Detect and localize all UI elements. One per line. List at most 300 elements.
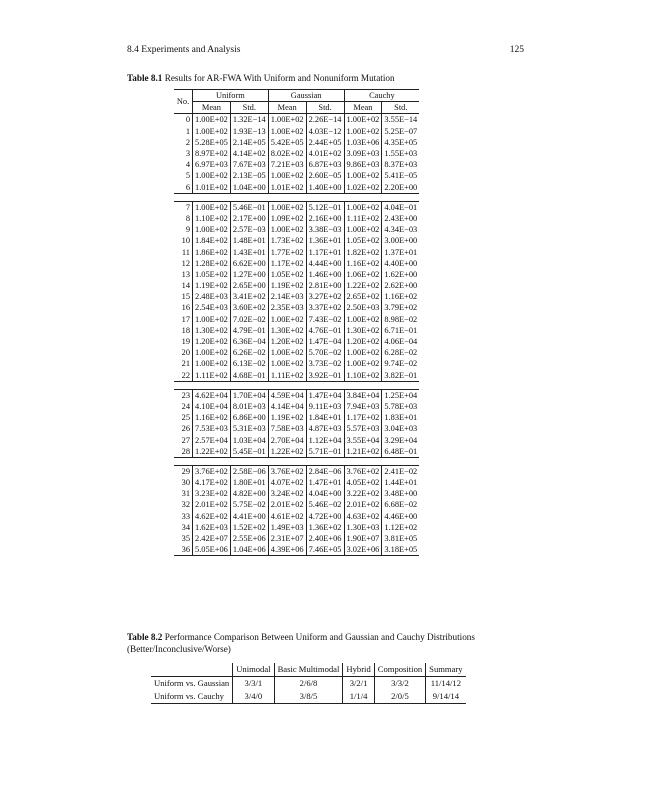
table-cell: 1.70E+04 bbox=[230, 389, 268, 401]
subcol-header: Mean bbox=[268, 102, 306, 114]
table-cell: 6.87E+03 bbox=[306, 159, 344, 170]
table-row bbox=[174, 258, 419, 269]
table-cell: 3.23E+02 bbox=[193, 488, 231, 499]
caption-label: Table 8.1 bbox=[127, 73, 163, 83]
spacer-cell bbox=[174, 193, 419, 201]
table-row bbox=[174, 522, 419, 533]
row-number: 7 bbox=[174, 201, 193, 213]
table-8-1-caption bbox=[127, 72, 395, 84]
table-cell: 1.36E+01 bbox=[306, 235, 344, 246]
table-cell: 8.01E+03 bbox=[230, 401, 268, 412]
table-row bbox=[151, 677, 466, 691]
table-cell: 3.04E+03 bbox=[382, 423, 419, 434]
table-cell: 3.29E+04 bbox=[382, 434, 419, 445]
table-cell: 1.16E+02 bbox=[193, 412, 231, 423]
row-number: 30 bbox=[181, 478, 190, 488]
table-cell: 3.55E+04 bbox=[344, 434, 382, 445]
table-cell: 2.57E+04 bbox=[193, 434, 231, 445]
group-header-gaussian: Gaussian bbox=[268, 90, 344, 102]
table-row bbox=[174, 401, 419, 412]
table-cell: 2.40E+06 bbox=[306, 533, 344, 544]
row-number: 20 bbox=[181, 348, 190, 358]
table-cell: 2.65E+00 bbox=[230, 280, 268, 291]
subcol-header: Mean bbox=[344, 102, 382, 114]
table-cell: 3.76E+02 bbox=[193, 465, 231, 477]
table-cell: 7.67E+03 bbox=[230, 159, 268, 170]
row-number: 19 bbox=[181, 337, 190, 347]
results-table-body bbox=[174, 114, 419, 556]
table-row bbox=[174, 423, 419, 434]
spacer-cell bbox=[174, 381, 419, 389]
row-number: 32 bbox=[181, 500, 190, 510]
table-cell: 3.00E+00 bbox=[382, 235, 419, 246]
table-cell: 1.30E+03 bbox=[344, 522, 382, 533]
table-cell: 2.14E+05 bbox=[230, 137, 268, 148]
row-number: 18 bbox=[181, 325, 190, 335]
table-cell: 1.17E+02 bbox=[268, 258, 306, 269]
table-cell: 6.62E+00 bbox=[230, 258, 268, 269]
table-cell: 3.60E+02 bbox=[230, 302, 268, 313]
table-cell: 1.05E+02 bbox=[268, 269, 306, 280]
table-cell: 1.00E+02 bbox=[344, 314, 382, 325]
table-cell: 2.42E+07 bbox=[193, 533, 231, 544]
table-cell: 1.00E+02 bbox=[344, 201, 382, 213]
table-cell: 5.12E−01 bbox=[306, 201, 344, 213]
table-cell: 1.27E+00 bbox=[230, 269, 268, 280]
table-cell: 1.17E+01 bbox=[306, 246, 344, 257]
table-cell: 2.01E+02 bbox=[344, 499, 382, 510]
table-cell: 6.26E−02 bbox=[230, 347, 268, 358]
table-cell: 1.00E+02 bbox=[268, 314, 306, 325]
table-cell: 1.55E+03 bbox=[382, 148, 419, 159]
table-cell: 1.00E+02 bbox=[344, 114, 382, 126]
table-cell: 4.76E−01 bbox=[306, 325, 344, 336]
subcol-header: Std. bbox=[230, 102, 268, 114]
col-header-hybrid: Hybrid bbox=[343, 663, 374, 677]
table-row bbox=[174, 389, 419, 401]
table-cell: 1.00E+02 bbox=[268, 170, 306, 181]
table-cell: 1.47E−04 bbox=[306, 336, 344, 347]
table-row bbox=[174, 446, 419, 458]
table-cell: 3.22E+02 bbox=[344, 488, 382, 499]
row-label: Uniform vs. Gaussian bbox=[151, 677, 233, 691]
table-cell: 3.76E+02 bbox=[268, 465, 306, 477]
table-cell: 1.01E+02 bbox=[268, 182, 306, 194]
empty-corner bbox=[151, 663, 233, 677]
table-cell: 1.03E+06 bbox=[344, 137, 382, 148]
table-cell: 4.72E+00 bbox=[306, 511, 344, 522]
row-number: 35 bbox=[181, 534, 190, 544]
caption-label: Table 8.2 bbox=[127, 632, 163, 642]
table-cell: 3/2/1 bbox=[343, 677, 374, 691]
table-cell: 1.11E+02 bbox=[268, 370, 306, 382]
table-cell: 1.00E+02 bbox=[193, 201, 231, 213]
table-cell: 6.97E+03 bbox=[193, 159, 231, 170]
table-cell: 1.46E+00 bbox=[306, 269, 344, 280]
table-cell: 8.37E+03 bbox=[382, 159, 419, 170]
table-cell: 1.05E+02 bbox=[193, 269, 231, 280]
caption-text: Performance Comparison Between Uniform and Gaussian and Cauchy Distributions (Better/Inconclusive/Worse) bbox=[127, 632, 475, 654]
table-cell: 4.06E−04 bbox=[382, 336, 419, 347]
group-header-uniform: Uniform bbox=[193, 90, 269, 102]
table-cell: 7.02E−02 bbox=[230, 314, 268, 325]
table-cell: 1.06E+02 bbox=[344, 269, 382, 280]
table-row bbox=[151, 690, 466, 704]
table-cell: 4.14E+04 bbox=[268, 401, 306, 412]
table-cell: 1.22E+02 bbox=[268, 446, 306, 458]
table-cell: 1.00E+02 bbox=[344, 347, 382, 358]
table-cell: 3.73E−02 bbox=[306, 358, 344, 369]
table-cell: 3.81E+05 bbox=[382, 533, 419, 544]
table-cell: 4.59E+04 bbox=[268, 389, 306, 401]
table-cell: 3.76E+02 bbox=[344, 465, 382, 477]
table-cell: 5.42E+05 bbox=[268, 137, 306, 148]
table-row bbox=[174, 434, 419, 445]
table-cell: 4.35E+05 bbox=[382, 137, 419, 148]
table-row bbox=[174, 280, 419, 291]
table-cell: 3/4/0 bbox=[233, 690, 274, 704]
table-cell: 2.55E+06 bbox=[230, 533, 268, 544]
table-cell: 1.00E+02 bbox=[193, 314, 231, 325]
table-cell: 3.48E+00 bbox=[382, 488, 419, 499]
running-header bbox=[127, 45, 524, 59]
table-cell: 1.00E+02 bbox=[193, 358, 231, 369]
table-cell: 1.20E+02 bbox=[344, 336, 382, 347]
table-cell: 5.70E−02 bbox=[306, 347, 344, 358]
table-cell: 4.07E+02 bbox=[268, 477, 306, 488]
table-row bbox=[174, 246, 419, 257]
table-cell: 2.62E+00 bbox=[382, 280, 419, 291]
table-cell: 1.00E+02 bbox=[193, 126, 231, 137]
table-cell: 1.83E+01 bbox=[382, 412, 419, 423]
table-cell: 1.25E+04 bbox=[382, 389, 419, 401]
row-number: 17 bbox=[181, 314, 190, 324]
subcol-header: Std. bbox=[306, 102, 344, 114]
table-cell: 1.80E+01 bbox=[230, 477, 268, 488]
table-cell: 4.40E+00 bbox=[382, 258, 419, 269]
page-number: 125 bbox=[509, 45, 524, 55]
table-cell: 1.22E+02 bbox=[344, 280, 382, 291]
table-cell: 5.75E−02 bbox=[230, 499, 268, 510]
table-cell: 1.00E+02 bbox=[344, 126, 382, 137]
table-cell: 1.10E+02 bbox=[344, 370, 382, 382]
table-cell: 2/0/5 bbox=[374, 690, 425, 704]
table-row bbox=[174, 182, 419, 194]
table-cell: 1/1/4 bbox=[343, 690, 374, 704]
table-cell: 6.86E+00 bbox=[230, 412, 268, 423]
table-cell: 1.90E+07 bbox=[344, 533, 382, 544]
table-cell: 1.30E+02 bbox=[268, 325, 306, 336]
table-row bbox=[174, 370, 419, 382]
table-cell: 1.10E+02 bbox=[193, 213, 231, 224]
row-number: 9 bbox=[185, 225, 190, 235]
table-cell: 4.39E+06 bbox=[268, 544, 306, 556]
table-cell: 5.57E+03 bbox=[344, 423, 382, 434]
table-cell: 1.00E+02 bbox=[268, 126, 306, 137]
table-cell: 7.21E+03 bbox=[268, 159, 306, 170]
table-cell: 3.38E−03 bbox=[306, 224, 344, 235]
table-cell: 1.01E+02 bbox=[193, 182, 231, 194]
table-cell: 4.79E−01 bbox=[230, 325, 268, 336]
table-cell: 2.50E+03 bbox=[344, 302, 382, 313]
table-cell: 2.43E+00 bbox=[382, 213, 419, 224]
table-cell: 4.17E+02 bbox=[193, 477, 231, 488]
row-number: 12 bbox=[181, 258, 190, 268]
table-row bbox=[174, 269, 419, 280]
group-spacer bbox=[174, 381, 419, 389]
table-cell: 1.00E+02 bbox=[344, 358, 382, 369]
row-number: 10 bbox=[181, 236, 190, 246]
table-cell: 4.87E+03 bbox=[306, 423, 344, 434]
table-cell: 3.79E+02 bbox=[382, 302, 419, 313]
table-cell: 1.04E+06 bbox=[230, 544, 268, 556]
table-cell: 1.37E+01 bbox=[382, 246, 419, 257]
table-row bbox=[174, 325, 419, 336]
table-cell: 5.46E−02 bbox=[306, 499, 344, 510]
table-cell: 5.45E−01 bbox=[230, 446, 268, 458]
table-cell: 3.82E−01 bbox=[382, 370, 419, 382]
table-cell: 1.09E+02 bbox=[268, 213, 306, 224]
table-cell: 2.60E−05 bbox=[306, 170, 344, 181]
table-cell: 1.19E+02 bbox=[193, 280, 231, 291]
table-cell: 1.84E+02 bbox=[193, 235, 231, 246]
table-row bbox=[174, 412, 419, 423]
row-number: 2 bbox=[185, 137, 190, 147]
table-cell: 2.26E−14 bbox=[306, 114, 344, 126]
comparison-table bbox=[151, 663, 466, 704]
table-cell: 6.48E−01 bbox=[382, 446, 419, 458]
table-cell: 5.46E−01 bbox=[230, 201, 268, 213]
subcol-header: Mean bbox=[193, 102, 231, 114]
col-header-composition: Composition bbox=[374, 663, 425, 677]
caption-text: Results for AR-FWA With Uniform and Nonuniform Mutation bbox=[164, 73, 395, 83]
table-cell: 11/14/12 bbox=[426, 677, 466, 691]
row-number: 11 bbox=[181, 247, 190, 257]
table-cell: 1.02E+02 bbox=[344, 182, 382, 194]
table-cell: 2.35E+03 bbox=[268, 302, 306, 313]
table-row bbox=[174, 137, 419, 148]
row-number: 29 bbox=[174, 465, 193, 477]
table-row bbox=[174, 465, 419, 477]
table-cell: 2.14E+03 bbox=[268, 291, 306, 302]
table-cell: 4.04E+00 bbox=[306, 488, 344, 499]
table-cell: 4.41E+00 bbox=[230, 511, 268, 522]
table-row bbox=[174, 291, 419, 302]
table-cell: 1.28E+02 bbox=[193, 258, 231, 269]
table-cell: 2.17E+00 bbox=[230, 213, 268, 224]
table-cell: 1.30E+02 bbox=[193, 325, 231, 336]
row-number: 22 bbox=[174, 370, 193, 382]
table-cell: 1.00E+02 bbox=[193, 224, 231, 235]
table-cell: 3.27E+02 bbox=[306, 291, 344, 302]
table-cell: 4.01E+02 bbox=[306, 148, 344, 159]
table-cell: 1.52E+02 bbox=[230, 522, 268, 533]
table-cell: 4.63E+02 bbox=[344, 511, 382, 522]
table-row bbox=[174, 224, 419, 235]
table-cell: 2.13E−05 bbox=[230, 170, 268, 181]
table-cell: 5.78E+03 bbox=[382, 401, 419, 412]
table-cell: 5.71E−01 bbox=[306, 446, 344, 458]
table-cell: 1.00E+02 bbox=[268, 347, 306, 358]
table-cell: 9.11E+03 bbox=[306, 401, 344, 412]
row-number: 16 bbox=[181, 303, 190, 313]
table-cell: 2.31E+07 bbox=[268, 533, 306, 544]
table-cell: 3.09E+03 bbox=[344, 148, 382, 159]
table-cell: 3/3/2 bbox=[374, 677, 425, 691]
table-cell: 2.01E+02 bbox=[268, 499, 306, 510]
table-cell: 7.58E+03 bbox=[268, 423, 306, 434]
table-cell: 4.82E+00 bbox=[230, 488, 268, 499]
table-cell: 4.68E−01 bbox=[230, 370, 268, 382]
table-cell: 1.47E+01 bbox=[306, 477, 344, 488]
table-cell: 3/3/1 bbox=[233, 677, 274, 691]
table-cell: 4.14E+02 bbox=[230, 148, 268, 159]
table-cell: 1.30E+02 bbox=[344, 325, 382, 336]
table-cell: 1.05E+02 bbox=[344, 235, 382, 246]
table-row bbox=[174, 114, 419, 126]
table-cell: 1.93E−13 bbox=[230, 126, 268, 137]
table-cell: 1.44E+01 bbox=[382, 477, 419, 488]
row-number: 31 bbox=[181, 489, 190, 499]
table-cell: 1.62E+03 bbox=[193, 522, 231, 533]
col-no-header: No. bbox=[174, 90, 193, 114]
row-number: 5 bbox=[185, 171, 190, 181]
table-cell: 3.55E−14 bbox=[382, 114, 419, 126]
table-cell: 7.94E+03 bbox=[344, 401, 382, 412]
row-number: 4 bbox=[185, 160, 190, 170]
table-row bbox=[174, 213, 419, 224]
row-number: 13 bbox=[181, 269, 190, 279]
row-number: 25 bbox=[181, 413, 190, 423]
table-row bbox=[174, 499, 419, 510]
table-cell: 8.98E−02 bbox=[382, 314, 419, 325]
table-cell: 1.12E+02 bbox=[382, 522, 419, 533]
table-cell: 2.58E−06 bbox=[230, 465, 268, 477]
row-number: 8 bbox=[185, 213, 190, 223]
subcol-header: Std. bbox=[382, 102, 419, 114]
row-number: 28 bbox=[174, 446, 193, 458]
table-cell: 1.00E+02 bbox=[344, 224, 382, 235]
table-8-2-caption bbox=[127, 631, 527, 655]
table-cell: 2.01E+02 bbox=[193, 499, 231, 510]
row-number: 26 bbox=[181, 424, 190, 434]
col-header-basic-multimodal: Basic Multimodal bbox=[274, 663, 343, 677]
row-number: 24 bbox=[181, 401, 190, 411]
table-cell: 1.86E+02 bbox=[193, 246, 231, 257]
table-row bbox=[174, 314, 419, 325]
table-cell: 2/6/8 bbox=[274, 677, 343, 691]
table-cell: 4.62E+04 bbox=[193, 389, 231, 401]
table-cell: 3.84E+04 bbox=[344, 389, 382, 401]
table-cell: 1.73E+02 bbox=[268, 235, 306, 246]
col-header-summary: Summary bbox=[426, 663, 466, 677]
row-number: 1 bbox=[185, 126, 190, 136]
table-cell: 1.20E+02 bbox=[268, 336, 306, 347]
group-spacer bbox=[174, 193, 419, 201]
table-cell: 2.57E−03 bbox=[230, 224, 268, 235]
table-cell: 4.46E+00 bbox=[382, 511, 419, 522]
row-number: 0 bbox=[174, 114, 193, 126]
row-number: 3 bbox=[185, 149, 190, 159]
spacer-cell bbox=[174, 457, 419, 465]
table-row bbox=[174, 544, 419, 556]
table-cell: 5.05E+06 bbox=[193, 544, 231, 556]
col-header-unimodal: Unimodal bbox=[233, 663, 274, 677]
table-cell: 1.00E+02 bbox=[193, 114, 231, 126]
row-number: 33 bbox=[181, 511, 190, 521]
table-cell: 1.77E+02 bbox=[268, 246, 306, 257]
table-cell: 1.00E+02 bbox=[344, 170, 382, 181]
row-number: 36 bbox=[174, 544, 193, 556]
row-label: Uniform vs. Cauchy bbox=[151, 690, 233, 704]
table-cell: 2.41E−02 bbox=[382, 465, 419, 477]
table-cell: 4.44E+00 bbox=[306, 258, 344, 269]
table-cell: 1.49E+03 bbox=[268, 522, 306, 533]
row-number: 23 bbox=[174, 389, 193, 401]
table-cell: 2.16E+00 bbox=[306, 213, 344, 224]
table-cell: 2.54E+03 bbox=[193, 302, 231, 313]
table-cell: 1.32E−14 bbox=[230, 114, 268, 126]
table-cell: 1.62E+00 bbox=[382, 269, 419, 280]
table-cell: 4.05E+02 bbox=[344, 477, 382, 488]
table-cell: 1.11E+02 bbox=[344, 213, 382, 224]
table-row bbox=[174, 148, 419, 159]
table-cell: 3.41E+02 bbox=[230, 291, 268, 302]
table-cell: 1.00E+02 bbox=[268, 224, 306, 235]
table-cell: 2.65E+02 bbox=[344, 291, 382, 302]
table-cell: 4.62E+02 bbox=[193, 511, 231, 522]
table-cell: 6.36E−04 bbox=[230, 336, 268, 347]
table-cell: 4.04E−01 bbox=[382, 201, 419, 213]
row-number: 14 bbox=[181, 281, 190, 291]
results-table bbox=[174, 89, 419, 556]
table-cell: 1.19E+02 bbox=[268, 280, 306, 291]
table-cell: 5.31E+03 bbox=[230, 423, 268, 434]
table-cell: 4.10E+04 bbox=[193, 401, 231, 412]
table-cell: 1.19E+02 bbox=[268, 412, 306, 423]
table-cell: 1.36E+02 bbox=[306, 522, 344, 533]
table-cell: 8.02E+02 bbox=[268, 148, 306, 159]
table-row bbox=[174, 358, 419, 369]
table-cell: 1.17E+02 bbox=[344, 412, 382, 423]
table-cell: 2.20E+00 bbox=[382, 182, 419, 194]
table-cell: 4.61E+02 bbox=[268, 511, 306, 522]
table-cell: 1.20E+02 bbox=[193, 336, 231, 347]
table-row bbox=[174, 126, 419, 137]
table-cell: 2.48E+03 bbox=[193, 291, 231, 302]
table-cell: 1.84E+01 bbox=[306, 412, 344, 423]
table-row bbox=[174, 170, 419, 181]
table-row bbox=[174, 533, 419, 544]
table-row bbox=[174, 302, 419, 313]
table-cell: 4.34E−03 bbox=[382, 224, 419, 235]
table-cell: 9.74E−02 bbox=[382, 358, 419, 369]
table-cell: 3.02E+06 bbox=[344, 544, 382, 556]
table-row bbox=[174, 159, 419, 170]
table-cell: 1.82E+02 bbox=[344, 246, 382, 257]
table-row bbox=[174, 336, 419, 347]
group-header-cauchy: Cauchy bbox=[344, 90, 419, 102]
table-cell: 1.04E+00 bbox=[230, 182, 268, 194]
table-cell: 8.97E+02 bbox=[193, 148, 231, 159]
table-row bbox=[174, 477, 419, 488]
table-cell: 1.16E+02 bbox=[344, 258, 382, 269]
table-row bbox=[174, 347, 419, 358]
row-number: 27 bbox=[181, 435, 190, 445]
table-cell: 9.86E+03 bbox=[344, 159, 382, 170]
table-cell: 2.70E+04 bbox=[268, 434, 306, 445]
table-row bbox=[174, 201, 419, 213]
